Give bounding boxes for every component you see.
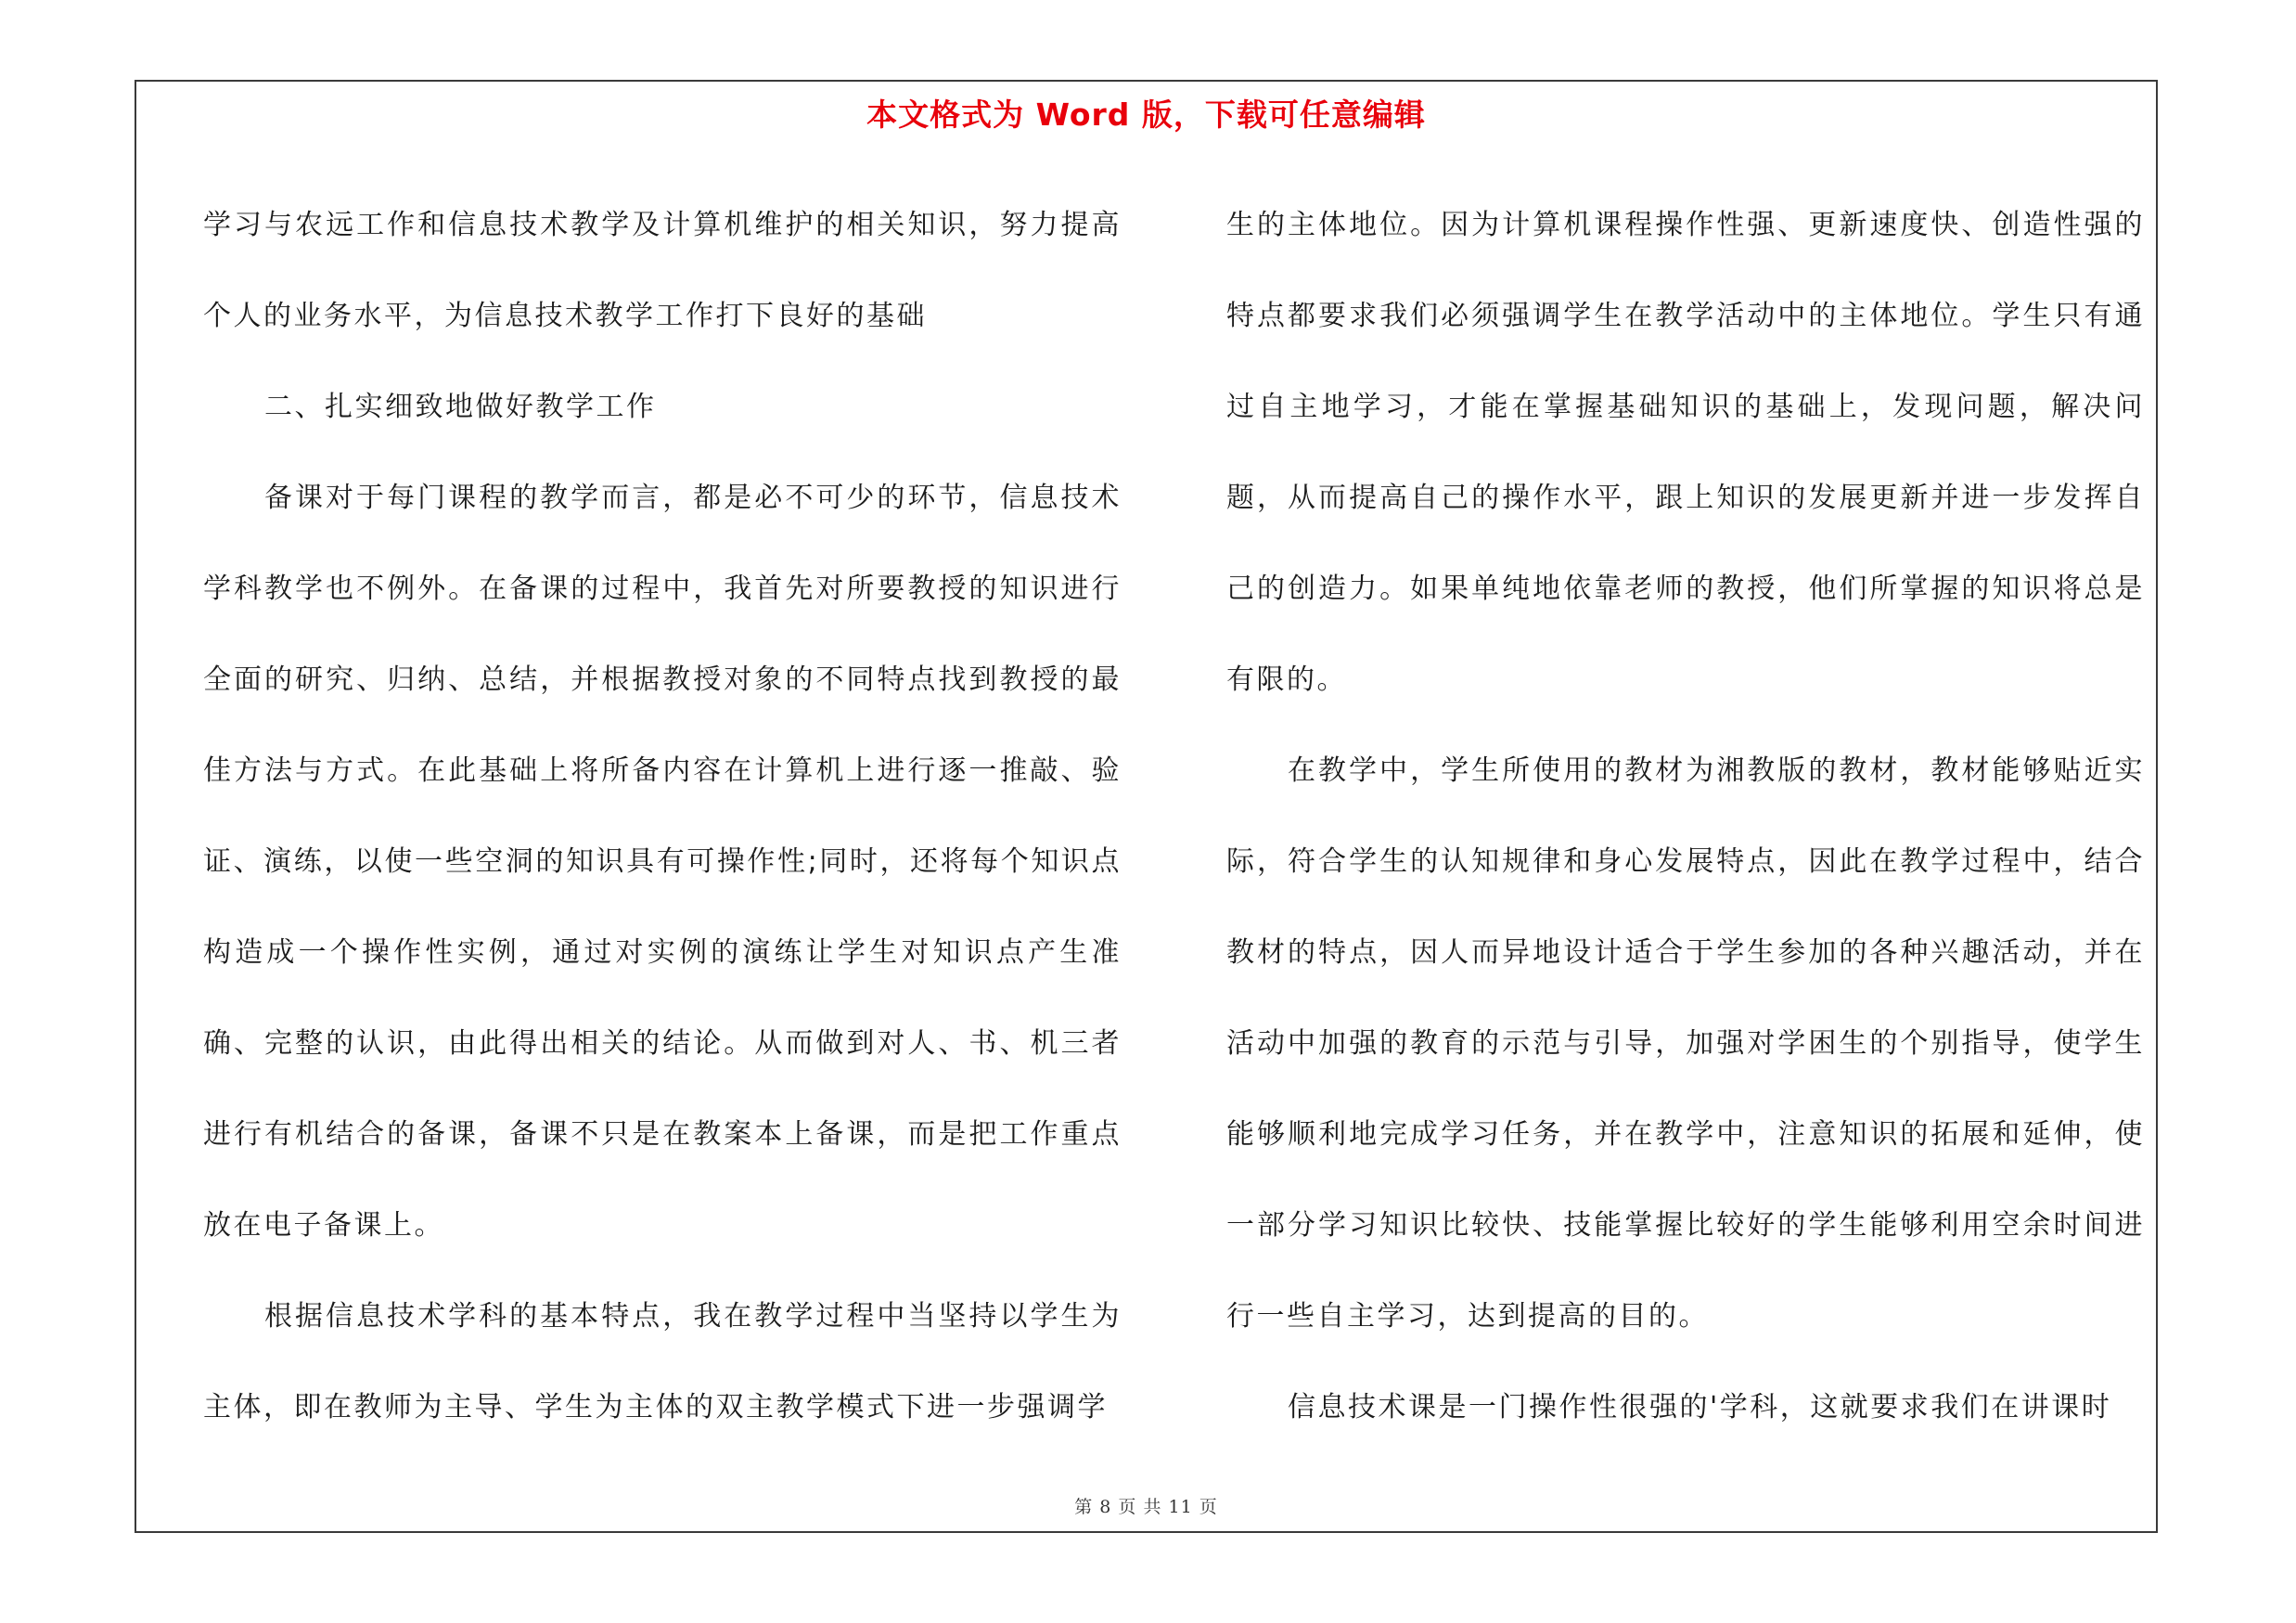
page-number: 第 8 页 共 11 页	[1074, 1497, 1218, 1517]
paragraph: 在教学中，学生所使用的教材为湘教版的教材，教材能够贴近实际，符合学生的认知规律和身心发展特点，因此在教学过程中，结合教材的特点，因人而异地设计适合于学生参加的各种兴趣活动，并在活动中加强的教育的示范与引导，加强对学困生的个别指导，使学生能够顺利地完成学习任务，并在教学中，注意知识的拓展和延伸，使一部分学习知识比较快、技能掌握比较好的学生能够利用空余时间进行一些自主学习，达到提高的目的。	[1226, 754, 2145, 1333]
paragraph: 信息技术课是一门操作性很强的'学科，这就要求我们在讲课时	[1288, 1391, 2112, 1423]
paragraph: 备课对于每门课程的教学而言，都是必不可少的环节，信息技术学科教学也不例外。在备课的过程中，我首先对所要教授的知识进行全面的研究、归纳、总结，并根据教授对象的不同特点找到教授的最佳方法与方式。在此基础上将所备内容在计算机上进行逐一推敲、验证、演练，以使一些空洞的知识具有可操作性;同时，还将每个知识点构造成一个操作性实例，通过对实例的演练让学生对知识点产生准确、完整的认识，由此得出相关的结论。从而做到对人、书、机三者进行有机结合的备课，备课不只是在教案本上备课，而是把工作重点放在电子备课上。	[203, 482, 1122, 1242]
page-frame	[135, 80, 2158, 1533]
paragraph: 根据信息技术学科的基本特点，我在教学过程中当坚持以学生为主体，即在教师为主导、学生为主体的双主教学模式下进一步强调学	[203, 1300, 1122, 1423]
header-banner: 本文格式为 Word 版，下载可任意编辑	[866, 97, 1426, 133]
left-column	[203, 180, 1122, 1453]
right-column	[1226, 180, 2145, 1453]
paragraph: 学习与农远工作和信息技术教学及计算机维护的相关知识，努力提高个人的业务水平，为信息技术教学工作打下良好的基础	[203, 209, 1122, 332]
section-heading: 二、扎实细致地做好教学工作	[264, 391, 657, 423]
paragraph: 生的主体地位。因为计算机课程操作性强、更新速度快、创造性强的特点都要求我们必须强调学生在教学活动中的主体地位。学生只有通过自主地学习，才能在掌握基础知识的基础上，发现问题，解决问题，从而提高自己的操作水平，跟上知识的发展更新并进一步发挥自己的创造力。如果单纯地依靠老师的教授，他们所掌握的知识将总是有限的。	[1226, 209, 2145, 696]
